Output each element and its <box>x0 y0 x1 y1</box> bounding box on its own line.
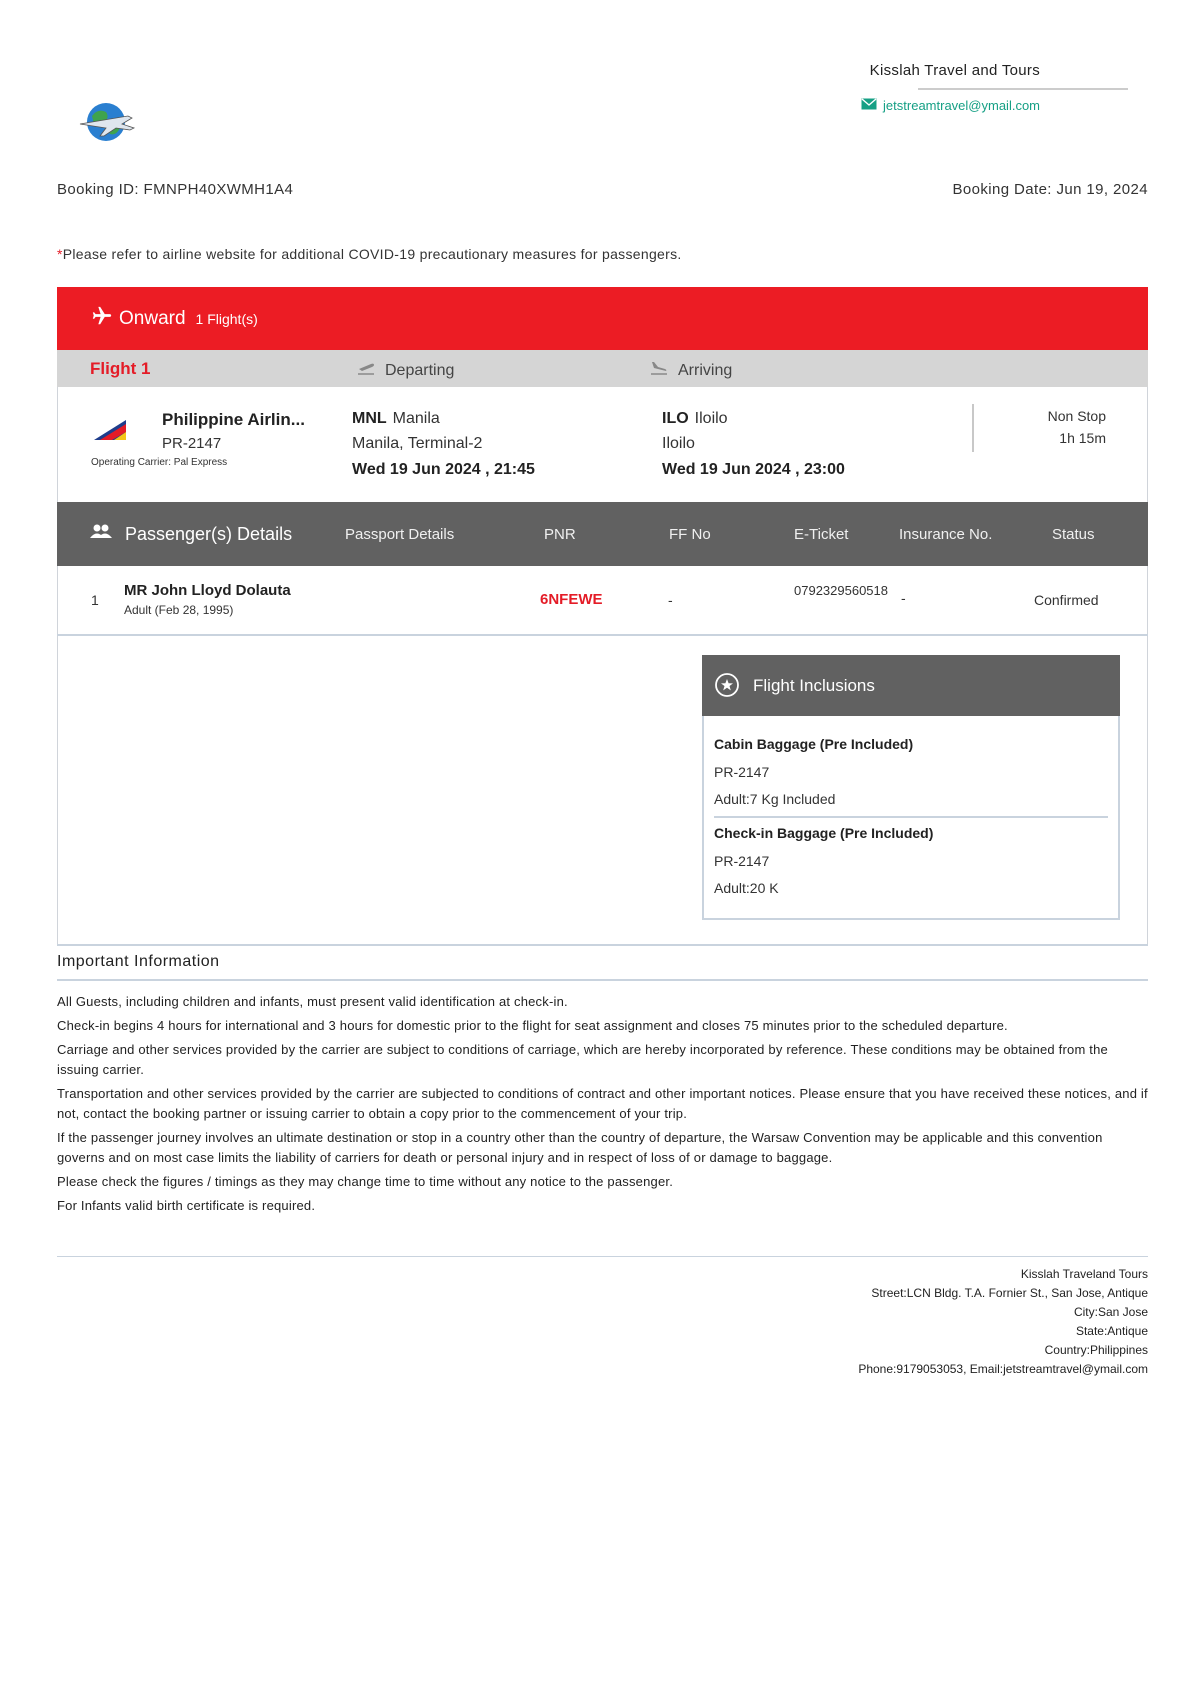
company-name: Kisslah Travel and Tours <box>869 62 1040 79</box>
passenger-pnr: 6NFEWE <box>540 591 603 608</box>
departure-terminal: Manila, Terminal-2 <box>352 435 483 452</box>
departure-city: Manila <box>392 410 440 427</box>
stop-divider <box>972 404 974 452</box>
operating-carrier: Operating Carrier: Pal Express <box>91 457 228 468</box>
star-circle-icon <box>714 672 740 703</box>
cabin-baggage-allowance: Adult:7 Kg Included <box>714 791 836 807</box>
notice-star: * <box>57 246 63 262</box>
people-icon <box>89 523 113 546</box>
checkin-baggage-title: Check-in Baggage (Pre Included) <box>714 825 934 841</box>
important-info-list <box>57 992 1149 1220</box>
arriving-label: Arriving <box>678 361 733 379</box>
passenger-type: Adult (Feb 28, 1995) <box>124 603 234 617</box>
col-status: Status <box>1052 526 1095 543</box>
agency-address <box>858 1265 1148 1379</box>
covid-notice-text: Please refer to airline website for additional COVID-19 precautionary measures for passengers. <box>62 246 682 262</box>
info-divider-top <box>57 944 1148 946</box>
stop-type: Non Stop <box>1047 408 1106 424</box>
flight-header <box>57 350 1148 387</box>
inclusions-divider <box>714 816 1108 818</box>
info-item: Transportation and other services provided by the carrier are subjected to conditions of contract and other important notices. Please ensure that you have received these notices, and if not, contact the booking partner or issuing carrier to obtain a copy prior to the commencement of your trip. <box>57 1086 1148 1121</box>
passenger-status: Confirmed <box>1034 592 1099 608</box>
info-item: For Infants valid birth certificate is required. <box>57 1198 316 1213</box>
cabin-baggage-title: Cabin Baggage (Pre Included) <box>714 736 914 752</box>
checkin-baggage-allowance: Adult:20 K <box>714 880 779 896</box>
passenger-insurance: - <box>901 590 906 606</box>
takeoff-icon <box>357 360 375 381</box>
departure-airport <box>352 410 440 428</box>
onward-label: Onward <box>119 308 186 329</box>
covid-notice <box>57 246 682 262</box>
inclusions-header <box>702 655 1120 716</box>
col-pnr: PNR <box>544 526 576 543</box>
inclusions-title: Flight Inclusions <box>753 676 875 695</box>
mail-icon <box>861 98 877 113</box>
col-ff: FF No <box>669 526 711 543</box>
arrival-airport <box>662 410 728 428</box>
airline-name: Philippine Airlin... <box>162 410 305 429</box>
departure-code: MNL <box>352 410 387 427</box>
passenger-ff: - <box>668 592 673 608</box>
col-ticket: E-Ticket <box>794 526 849 543</box>
passenger-ticket: 0792329560518 <box>794 583 888 598</box>
landing-icon <box>650 360 668 381</box>
departure-datetime: Wed 19 Jun 2024 , 21:45 <box>352 461 535 478</box>
passenger-header <box>57 502 1148 566</box>
info-item: If the passenger journey involves an ultimate destination or stop in a country other than the country of departure, the Warsaw Convention may be applicable and this convention governs and on most case limits the liability of carriers for death or personal injury and in respect of loss of or damage to baggage. <box>57 1130 1103 1165</box>
info-item: Please check the figures / timings as they may change time to time without any notice to the passenger. <box>57 1174 674 1189</box>
passenger-number: 1 <box>91 592 99 608</box>
company-divider <box>918 88 1128 90</box>
booking-id: Booking ID: FMNPH40XWMH1A4 <box>57 181 294 198</box>
passenger-title: Passenger(s) Details <box>125 524 293 544</box>
flight-number: PR-2147 <box>162 435 222 452</box>
flight-duration: 1h 15m <box>1059 430 1106 446</box>
arrival-datetime: Wed 19 Jun 2024 , 23:00 <box>662 461 845 478</box>
company-email-row <box>861 98 1040 113</box>
onward-header <box>57 287 1148 350</box>
flight-count: 1 Flight(s) <box>195 311 258 327</box>
info-item: Carriage and other services provided by the carrier are subject to conditions of carriage, which are hereby incorporated by reference. These conditions may be obtained from the issuing carrier. <box>57 1042 1108 1077</box>
passenger-row-divider <box>57 634 1148 636</box>
flight-label: Flight 1 <box>90 359 151 378</box>
globe-airplane-logo <box>78 98 136 144</box>
departing-label: Departing <box>385 361 455 379</box>
footer-street: Street:LCN Bldg. T.A. Fornier St., San Jose, Antique <box>871 1286 1148 1300</box>
airplane-icon <box>91 305 113 333</box>
airline-logo <box>90 414 130 442</box>
cabin-baggage-flight: PR-2147 <box>714 764 770 780</box>
info-divider-bottom <box>57 1256 1148 1257</box>
company-email[interactable]: jetstreamtravel@ymail.com <box>883 98 1040 113</box>
info-divider-mid <box>57 979 1148 981</box>
departing-header <box>357 360 454 381</box>
arrival-city: Iloilo <box>694 410 728 427</box>
arrival-code: ILO <box>662 410 689 427</box>
important-info-title: Important Information <box>57 953 220 970</box>
footer-city: City:San Jose <box>1073 1305 1148 1319</box>
info-item: All Guests, including children and infants, must present valid identification at check-in. <box>57 994 568 1009</box>
col-passport: Passport Details <box>345 526 455 543</box>
arriving-header <box>650 360 732 381</box>
footer-contact: Phone:9179053053, Email:jetstreamtravel@ymail.com <box>858 1362 1148 1376</box>
passenger-name: MR John Lloyd Dolauta <box>124 582 291 599</box>
footer-state: State:Antique <box>1075 1324 1148 1338</box>
arrival-terminal: Iloilo <box>662 435 695 452</box>
checkin-baggage-flight: PR-2147 <box>714 853 770 869</box>
booking-date: Booking Date: Jun 19, 2024 <box>952 181 1148 198</box>
footer-agency-name: Kisslah Traveland Tours <box>1020 1267 1148 1281</box>
info-item: Check-in begins 4 hours for international and 3 hours for domestic prior to the flight for seat assignment and closes 75 minutes prior to the scheduled departure. <box>57 1018 1008 1033</box>
col-insurance: Insurance No. <box>899 526 993 543</box>
footer-country: Country:Philippines <box>1044 1343 1148 1357</box>
